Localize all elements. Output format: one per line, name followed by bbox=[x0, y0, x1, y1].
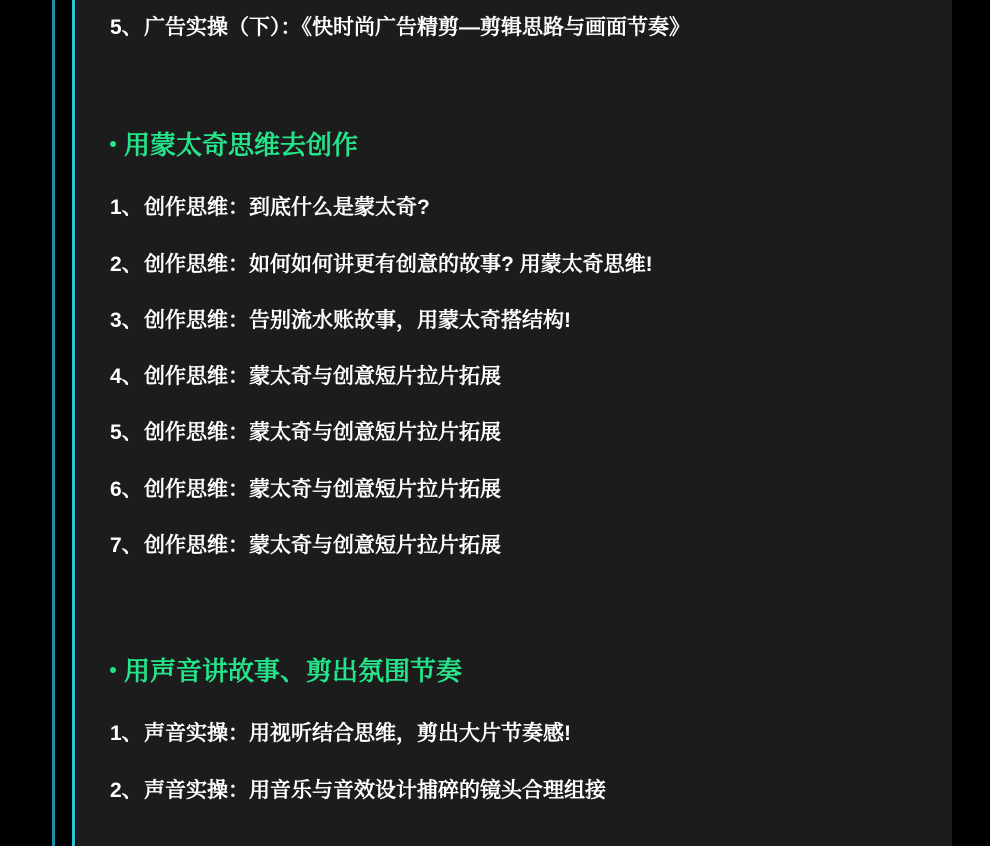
list-item-text: 创作思维：蒙太奇与创意短片拉片拓展 bbox=[144, 365, 501, 389]
list-item-text: 创作思维：到底什么是蒙太奇? bbox=[144, 196, 430, 220]
list-item bbox=[110, 251, 918, 278]
list-item-text: 创作思维：如何如何讲更有创意的故事? 用蒙太奇思维! bbox=[144, 252, 653, 276]
section-heading-label: 用声音讲故事、剪出氛围节奏 bbox=[124, 656, 463, 687]
spacer bbox=[110, 688, 918, 720]
left-accent-rule-outer bbox=[52, 0, 55, 846]
list-item-number: 1、 bbox=[110, 196, 143, 220]
list-item-text: 创作思维：蒙太奇与创意短片拉片拓展 bbox=[144, 477, 501, 501]
section-heading-sound bbox=[110, 651, 918, 688]
list-item bbox=[110, 476, 918, 503]
list-item-number: 4、 bbox=[110, 365, 143, 389]
spacer bbox=[110, 559, 918, 651]
list-item-text: 广告实操（下）：《快时尚广告精剪—剪辑思路与画面节奏》 bbox=[144, 16, 690, 39]
spacer bbox=[110, 162, 918, 194]
list-item bbox=[110, 0, 918, 41]
list-item bbox=[110, 307, 918, 334]
list-item-number: 6、 bbox=[110, 477, 143, 501]
list-item bbox=[110, 777, 918, 804]
content-panel bbox=[76, 0, 952, 846]
list-item-text: 声音实操：用视听结合思维，剪出大片节奏感! bbox=[144, 722, 571, 746]
section-heading-label: 用蒙太奇思维去创作 bbox=[124, 130, 359, 161]
list-item-number: 1、 bbox=[110, 722, 143, 746]
list-item bbox=[110, 419, 918, 446]
spacer bbox=[110, 41, 918, 125]
section-heading-montage bbox=[110, 125, 918, 162]
list-item-number: 2、 bbox=[110, 252, 143, 276]
list-item bbox=[110, 720, 918, 747]
list-item-text: 声音实操：用音乐与音效设计捕碎的镜头合理组接 bbox=[144, 778, 606, 802]
list-item-number: 5、 bbox=[110, 421, 143, 445]
bullet-dot-icon bbox=[110, 667, 116, 673]
list-item-text: 创作思维：蒙太奇与创意短片拉片拓展 bbox=[144, 421, 501, 445]
list-item-number: 3、 bbox=[110, 308, 143, 332]
list-item-text: 创作思维：告别流水账故事，用蒙太奇搭结构! bbox=[144, 308, 571, 332]
list-item bbox=[110, 194, 918, 221]
list-item bbox=[110, 363, 918, 390]
list-item-number: 2、 bbox=[110, 778, 143, 802]
list-item-number: 5、 bbox=[110, 16, 143, 39]
list-item-number: 7、 bbox=[110, 534, 143, 558]
left-accent-rule-inner bbox=[72, 0, 75, 846]
list-item bbox=[110, 532, 918, 559]
bullet-dot-icon bbox=[110, 141, 116, 147]
list-item-text: 创作思维：蒙太奇与创意短片拉片拓展 bbox=[144, 534, 501, 558]
